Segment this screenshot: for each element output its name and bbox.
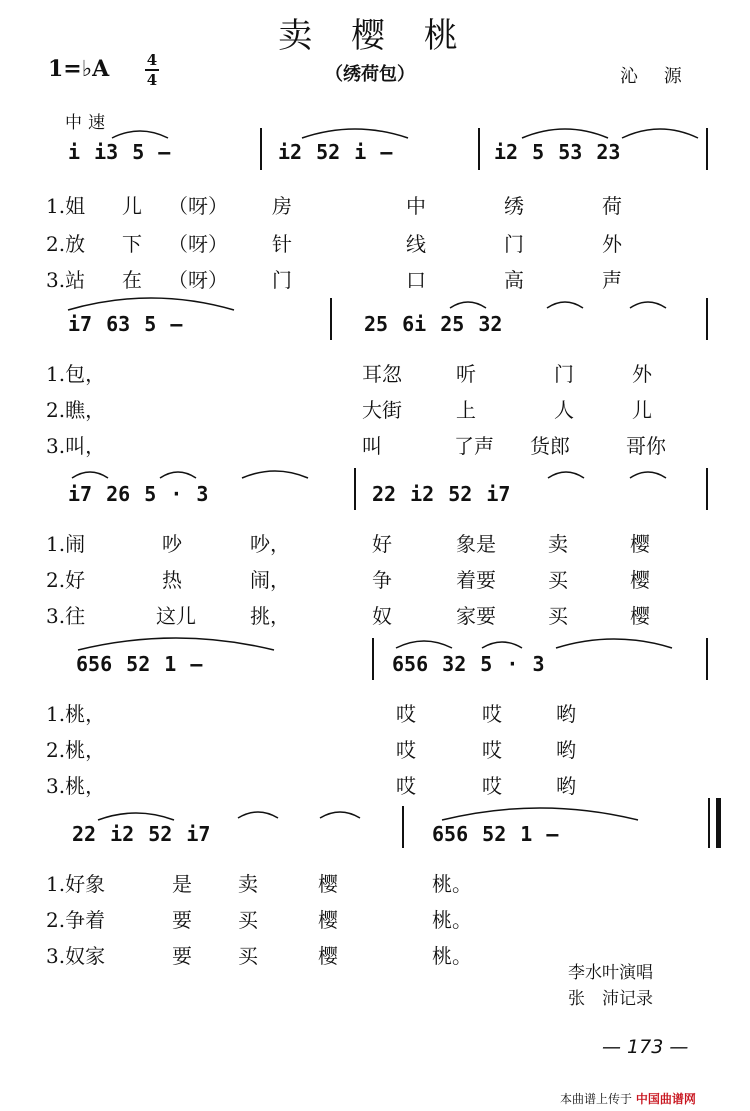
lyric: 中 bbox=[406, 194, 426, 218]
lyric: 哎 bbox=[396, 702, 416, 726]
slur bbox=[300, 122, 410, 140]
lyric: 樱 bbox=[318, 944, 338, 968]
time-signature-top: 4 bbox=[146, 51, 158, 69]
lyric: 上 bbox=[456, 398, 476, 422]
lyric: 象是 bbox=[456, 532, 496, 556]
barline bbox=[402, 806, 404, 848]
lyric: 要 bbox=[172, 908, 192, 932]
lyric: 桃。 bbox=[432, 944, 472, 968]
lyric: 奴 bbox=[372, 604, 392, 628]
footer-text: 本曲谱上传于 bbox=[560, 1092, 633, 1106]
slur bbox=[480, 636, 524, 650]
song-title: 卖 樱 桃 bbox=[278, 16, 472, 56]
lyric: （呀） bbox=[168, 194, 228, 218]
lyric: 吵， bbox=[250, 532, 290, 556]
source-region: 沁 源 bbox=[620, 66, 692, 87]
lyric: 哥你 bbox=[626, 434, 666, 458]
lyric: 2.桃， bbox=[46, 738, 106, 762]
lyric: 门 bbox=[504, 232, 524, 256]
slur bbox=[545, 296, 585, 310]
lyric: 着要 bbox=[456, 568, 496, 592]
lyric: 3.桃， bbox=[46, 774, 106, 798]
slur bbox=[554, 632, 674, 650]
measure-4-2: 656 32 5 · 3 bbox=[392, 652, 545, 676]
lyric: 哎 bbox=[482, 738, 502, 762]
lyric: 1.闹 bbox=[46, 532, 86, 556]
lyric: 樱 bbox=[630, 568, 650, 592]
footer bbox=[560, 1090, 696, 1107]
lyric: 2.争着 bbox=[46, 908, 106, 932]
barline bbox=[706, 128, 708, 170]
measure-3-2: 22 i2 52 i7 bbox=[372, 482, 511, 506]
lyric: 买 bbox=[238, 908, 258, 932]
lyric: 哟 bbox=[556, 738, 576, 762]
lyric: 樱 bbox=[630, 532, 650, 556]
lyric: 2.好 bbox=[46, 568, 86, 592]
slur bbox=[96, 806, 176, 822]
slur bbox=[448, 296, 488, 310]
recorder-credit: 张 沛记录 bbox=[568, 989, 653, 1009]
lyric: 了声 bbox=[454, 434, 494, 458]
measure-1-3: i2 5 53 23 bbox=[494, 140, 621, 164]
barline bbox=[354, 468, 356, 510]
slur bbox=[66, 290, 236, 312]
singer-credit: 李水叶演唱 bbox=[568, 963, 653, 983]
lyric: 1.好象 bbox=[46, 872, 106, 896]
lyric: 买 bbox=[548, 604, 568, 628]
key-signature: 1=♭A bbox=[48, 56, 110, 82]
lyric: 儿 bbox=[122, 194, 142, 218]
lyric: 1.包， bbox=[46, 362, 106, 386]
slur bbox=[520, 122, 610, 140]
lyric: 要 bbox=[172, 944, 192, 968]
lyric: 哎 bbox=[396, 738, 416, 762]
slur bbox=[240, 464, 310, 480]
lyric: 3.奴家 bbox=[46, 944, 106, 968]
lyric: 2.瞧， bbox=[46, 398, 106, 422]
measure-2-1: i7 63 5 — bbox=[68, 312, 183, 336]
slur bbox=[440, 800, 640, 822]
subtitle: （绣荷包） bbox=[325, 64, 415, 85]
lyric: 热 bbox=[162, 568, 182, 592]
lyric: 口 bbox=[406, 268, 426, 292]
barline bbox=[478, 128, 480, 170]
lyric: 荷 bbox=[602, 194, 622, 218]
barline bbox=[372, 638, 374, 680]
lyric: 哎 bbox=[396, 774, 416, 798]
lyric: 针 bbox=[272, 232, 292, 256]
barline bbox=[706, 638, 708, 680]
lyric: （呀） bbox=[168, 268, 228, 292]
lyric: 1.桃， bbox=[46, 702, 106, 726]
lyric: 家要 bbox=[456, 604, 496, 628]
lyric: 卖 bbox=[548, 532, 568, 556]
lyric: 2.放 bbox=[46, 232, 86, 256]
slur bbox=[394, 634, 454, 650]
barline bbox=[260, 128, 262, 170]
measure-5-2: 656 52 1 — bbox=[432, 822, 559, 846]
measure-5-1: 22 i2 52 i7 bbox=[72, 822, 211, 846]
measure-1-1: i i3 5 — bbox=[68, 140, 171, 164]
measure-3-1: i7 26 5 · 3 bbox=[68, 482, 209, 506]
barline bbox=[330, 298, 332, 340]
lyric: 大街 bbox=[362, 398, 402, 422]
lyric: 好 bbox=[372, 532, 392, 556]
lyric: 绣 bbox=[504, 194, 524, 218]
slur bbox=[620, 122, 700, 140]
lyric: 卖 bbox=[238, 872, 258, 896]
lyric: 在 bbox=[122, 268, 142, 292]
lyric: 下 bbox=[122, 232, 142, 256]
page-number: — 173 — bbox=[602, 1036, 689, 1058]
lyric: 叫 bbox=[362, 434, 382, 458]
lyric: 线 bbox=[406, 232, 426, 256]
lyric: 是 bbox=[172, 872, 192, 896]
slur bbox=[110, 124, 170, 140]
lyric: 桃。 bbox=[432, 872, 472, 896]
measure-4-1: 656 52 1 — bbox=[76, 652, 203, 676]
lyric: 1.姐 bbox=[46, 194, 86, 218]
slur bbox=[628, 296, 668, 310]
lyric: 这儿 bbox=[156, 604, 196, 628]
lyric: 听 bbox=[456, 362, 476, 386]
lyric: 3.叫， bbox=[46, 434, 106, 458]
measure-2-2: 25 6i 25 32 bbox=[364, 312, 503, 336]
lyric: 高 bbox=[504, 268, 524, 292]
lyric: 买 bbox=[238, 944, 258, 968]
lyric: 吵 bbox=[162, 532, 182, 556]
lyric: （呀） bbox=[168, 232, 228, 256]
site-logo: 中国曲谱网 bbox=[635, 1092, 696, 1106]
slur bbox=[76, 630, 276, 652]
barline bbox=[706, 468, 708, 510]
slur bbox=[546, 466, 586, 480]
credits bbox=[568, 960, 653, 1012]
lyric: 樱 bbox=[318, 908, 338, 932]
lyric: 耳忽 bbox=[362, 362, 402, 386]
final-barline-thin bbox=[708, 798, 710, 848]
lyric: 3.往 bbox=[46, 604, 86, 628]
lyric: 哎 bbox=[482, 774, 502, 798]
lyric: 哎 bbox=[482, 702, 502, 726]
final-barline-thick bbox=[716, 798, 721, 848]
lyric: 哟 bbox=[556, 774, 576, 798]
lyric: 争 bbox=[372, 568, 392, 592]
slur bbox=[628, 466, 668, 480]
lyric: 3.站 bbox=[46, 268, 86, 292]
tempo-marking: 中速 bbox=[65, 113, 111, 133]
barline bbox=[706, 298, 708, 340]
lyric: 樱 bbox=[630, 604, 650, 628]
slur bbox=[70, 466, 110, 480]
slur bbox=[318, 806, 362, 820]
lyric: 声 bbox=[602, 268, 622, 292]
lyric: 外 bbox=[602, 232, 622, 256]
measure-1-2: i2 52 i — bbox=[278, 140, 393, 164]
slur bbox=[236, 806, 280, 820]
lyric: 外 bbox=[632, 362, 652, 386]
lyric: 门 bbox=[554, 362, 574, 386]
lyric: 闹， bbox=[250, 568, 290, 592]
lyric: 儿 bbox=[632, 398, 652, 422]
lyric: 买 bbox=[548, 568, 568, 592]
lyric: 哟 bbox=[556, 702, 576, 726]
lyric: 樱 bbox=[318, 872, 338, 896]
time-signature-bottom: 4 bbox=[146, 71, 158, 89]
slur bbox=[158, 466, 198, 480]
lyric: 挑， bbox=[250, 604, 290, 628]
lyric: 桃。 bbox=[432, 908, 472, 932]
lyric: 人 bbox=[554, 398, 574, 422]
lyric: 门 bbox=[272, 268, 292, 292]
lyric: 货郎 bbox=[530, 434, 570, 458]
time-signature bbox=[145, 52, 159, 88]
lyric: 房 bbox=[272, 194, 292, 218]
